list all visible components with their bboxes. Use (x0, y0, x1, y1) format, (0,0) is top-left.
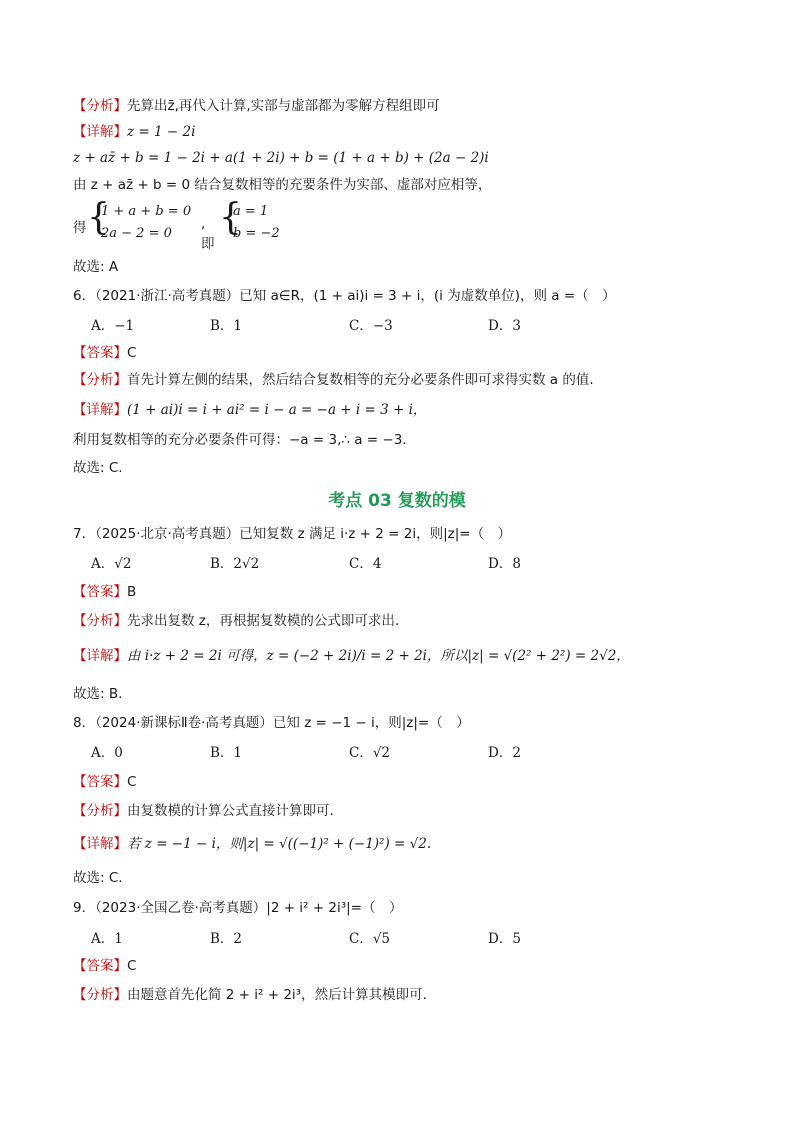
detail-line-q8 (73, 834, 431, 854)
choice-q5: 故选: A (73, 259, 119, 275)
analysis-text: 先求出复数 z，再根据复数模的公式即可求出. (127, 613, 400, 629)
q9-option-b: B．2 (210, 931, 243, 947)
detail-tag: 【详解】 (73, 648, 127, 664)
detail-tag: 【详解】 (73, 836, 127, 852)
analysis-text: 先算出z̄,再代入计算,实部与虚部都为零解方程组即可 (127, 98, 440, 114)
detail-line-q5 (73, 122, 195, 142)
q8-option-a: A．0 (91, 745, 123, 761)
system1-row2: 2a − 2 = 0 (101, 226, 172, 241)
answer-tag: 【答案】 (73, 584, 127, 600)
q6-option-a: A．−1 (91, 318, 135, 334)
analysis-line-q5 (73, 96, 440, 116)
detail-line-q7 (73, 646, 630, 666)
q6-option-c: C．−3 (349, 318, 393, 334)
analysis-text: 由题意首先化简 2 + i² + 2i³，然后计算其模即可. (127, 987, 427, 1003)
question-7-stem: 7．（2025·北京·高考真题）已知复数 z 满足 i·z + 2 = 2i，则|z|=（ ） (73, 526, 512, 542)
analysis-tag: 【分析】 (73, 987, 127, 1003)
answer-tag: 【答案】 (73, 958, 127, 974)
q9-option-d: D．5 (488, 931, 521, 947)
choice-q8: 故选: C. (73, 870, 123, 886)
system2-row1: a = 1 (233, 204, 269, 219)
analysis-text: 由复数模的计算公式直接计算即可. (127, 803, 334, 819)
q9-option-a: A．1 (91, 931, 123, 947)
analysis-tag: 【分析】 (73, 613, 127, 629)
detail-text: 若 z = −1 − i，则|z| = √((−1)² + (−1)²) = √2. (127, 836, 432, 852)
answer-line-q9 (73, 956, 136, 976)
detail-text: z = 1 − 2i (127, 124, 196, 140)
detail-text: 由 i·z + 2 = 2i 可得，z = (−2 + 2i)/i = 2 + 2i，所以|z| = √(2² + 2²) = 2√2， (127, 648, 630, 664)
detail-tag: 【详解】 (73, 124, 127, 140)
system1-row1: 1 + a + b = 0 (101, 204, 192, 219)
answer-line-q8 (73, 772, 136, 792)
answer-value: C (127, 958, 137, 974)
analysis-line-q6 (73, 370, 594, 390)
answer-value: B (127, 584, 137, 600)
choice-q6: 故选: C. (73, 460, 123, 476)
analysis-text: 首先计算左侧的结果，然后结合复数相等的充分必要条件即可求得实数 a 的值. (127, 372, 594, 388)
answer-value: C (127, 774, 137, 790)
q7-option-b: B．2√2 (210, 556, 260, 572)
condition-line-q6: 利用复数相等的充分必要条件可得：−a = 3,∴ a = −3. (73, 432, 407, 448)
answer-line-q6 (73, 343, 136, 363)
question-6-stem: 6．（2021·浙江·高考真题）已知 a∈R，(1 + ai)i = 3 + i，(i 为虚数单位)，则 a =（ ） (73, 288, 616, 304)
choice-q7: 故选: B. (73, 686, 123, 702)
analysis-tag: 【分析】 (73, 803, 127, 819)
q7-option-a: A．√2 (91, 556, 132, 572)
q8-option-c: C．√2 (349, 745, 391, 761)
q6-option-b: B．1 (210, 318, 243, 334)
analysis-line-q7 (73, 611, 399, 631)
detail-tag: 【详解】 (73, 402, 127, 418)
left-brace-1: { (87, 197, 110, 238)
q8-option-d: D．2 (488, 745, 521, 761)
system2-row2: b = −2 (233, 226, 280, 241)
condition-line: 由 z + az̄ + b = 0 结合复数相等的充要条件为实部、虚部对应相等， (73, 177, 492, 193)
q9-option-c: C．√5 (349, 931, 391, 947)
system-mid: ,即 (201, 216, 215, 252)
analysis-tag: 【分析】 (73, 98, 127, 114)
q7-option-d: D．8 (488, 556, 521, 572)
section-title: 考点 03 复数的模 (328, 491, 466, 511)
analysis-tag: 【分析】 (73, 372, 127, 388)
q7-option-c: C．4 (349, 556, 382, 572)
detail-text: (1 + ai)i = i + ai² = i − a = −a + i = 3 + i， (127, 402, 427, 418)
analysis-line-q9 (73, 985, 427, 1005)
question-8-stem: 8．（2024·新课标Ⅱ卷·高考真题）已知 z = −1 − i，则|z|=（ ） (73, 715, 470, 731)
question-9-stem: 9．（2023·全国乙卷·高考真题）|2 + i² + 2i³|=（ ） (73, 900, 403, 916)
system-prefix: 得 (73, 220, 87, 236)
answer-value: C (127, 345, 137, 361)
detail-line-q6 (73, 400, 426, 420)
q6-option-d: D．3 (488, 318, 521, 334)
answer-tag: 【答案】 (73, 774, 127, 790)
left-brace-2: { (219, 197, 242, 238)
q8-option-b: B．1 (210, 745, 243, 761)
equation-line: z + az̄ + b = 1 − 2i + a(1 + 2i) + b = (1 + a + b) + (2a − 2)i (73, 150, 489, 166)
answer-line-q7 (73, 582, 136, 602)
analysis-line-q8 (73, 801, 334, 821)
answer-tag: 【答案】 (73, 345, 127, 361)
